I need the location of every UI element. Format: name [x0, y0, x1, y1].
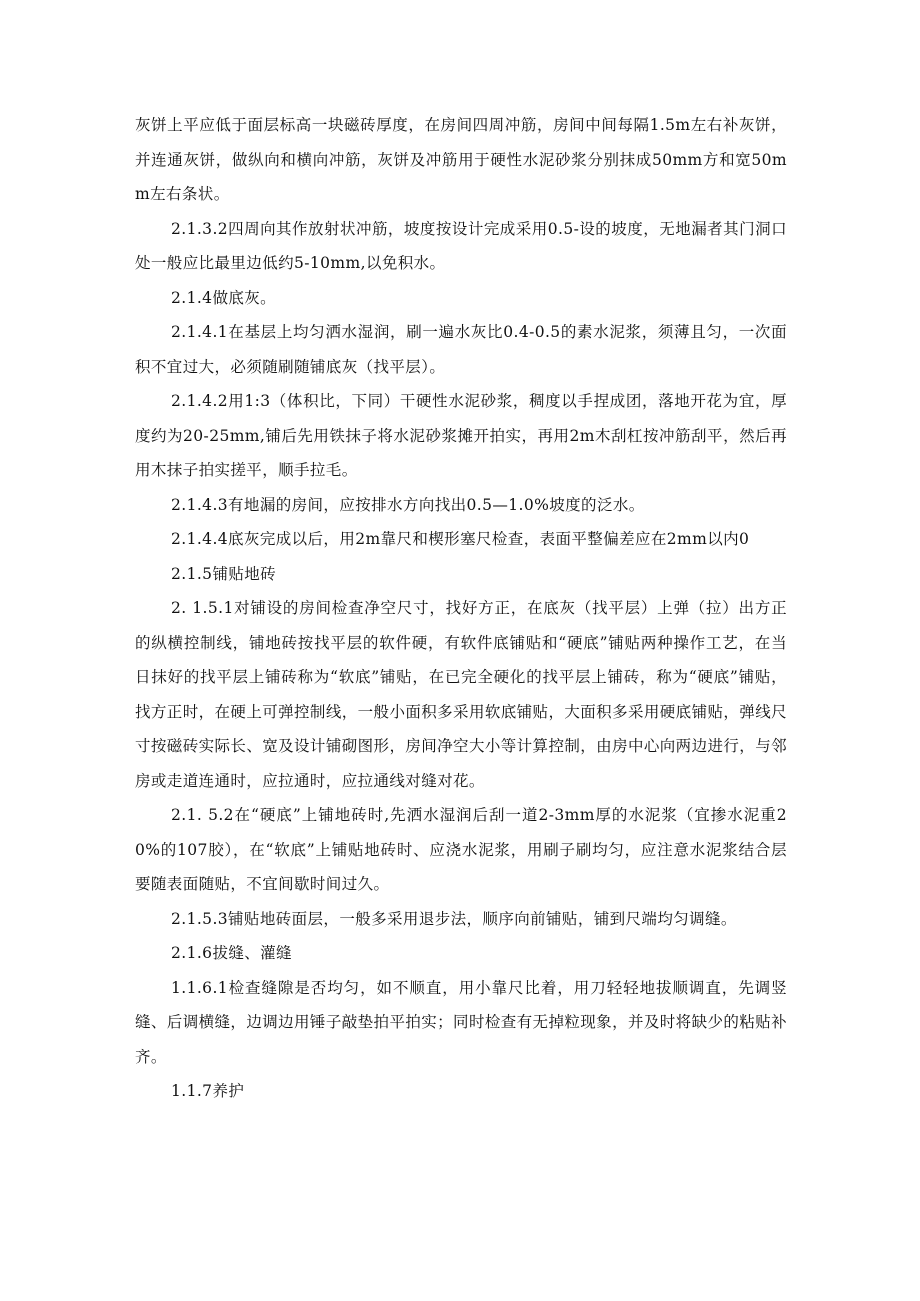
paragraph-2: 2.1.3.2四周向其作放射状冲筋，坡度按设计完成采用0.5-设的坡度，无地漏者其门洞口处一般应比最里边低约5-10mm,以免积水。 — [135, 219, 787, 272]
paragraph-5: 2.1.4.2用1:3（体积比，下同）干硬性水泥砂浆，稠度以手捏成团，落地开花为宜，厚度约为20-25mm,铺后先用铁抹子将水泥砂浆摊开拍实，再用2m木刮杠按冲筋刮平，然后再用木抹子拍实搓平，顺手拉毛。 — [135, 392, 787, 479]
section-heading-2-1-6: 2.1.6拔缝、灌缝 — [171, 944, 292, 962]
paragraph-1: 灰饼上平应低于面层标高一块磁砖厚度，在房间四周冲筋，房间中间每隔1.5m左右补灰饼，并连通灰饼，做纵向和横向冲筋，灰饼及冲筋用于硬性水泥砂浆分别抹成50mm方和宽50mm左右条状。 — [135, 116, 787, 203]
paragraph-9: 2. 1.5.1对铺设的房间检查净空尺寸，找好方正，在底灰（找平层）上弹（拉）出方正的纵横控制线，铺地砖按找平层的软件硬，有软件底铺贴和“硬底”铺贴两种操作工艺，在当日抹好的找平层上铺砖称为“软底”铺贴，在已完全硬化的找平层上铺砖，称为“硬底”铺贴，找方正时，在硬上可弹控制线，一般小面积多采用软底铺贴，大面积多采用硬底铺贴，弹线尺寸按磁砖实际长、宽及设计铺砌图形，房间净空大小等计算控制，由房中心向两边进行，与邻房或走道连通时，应拉通时，应拉通线对缝对花。 — [135, 599, 787, 790]
paragraph-4: 2.1.4.1在基层上均匀洒水湿润，刷一遍水灰比0.4-0.5的素水泥浆，须薄且匀，一次面积不宜过大，必须随刷随铺底灰（找平层）。 — [135, 323, 787, 376]
paragraph-10: 2.1. 5.2在“硬底”上铺地砖时,先洒水湿润后刮一道2-3mm厚的水泥浆（宜掺水泥重20%的107胶），在“软底”上铺贴地砖时、应浇水泥浆，用刷子刷均匀，应注意水泥浆结合层要随表面随贴，不宜间歇时间过久。 — [135, 806, 787, 893]
section-heading-2-1-4: 2.1.4做底灰。 — [171, 288, 277, 307]
paragraph-6: 2.1.4.3有地漏的房间，应按排水方向找出0.5—1.0%坡度的泛水。 — [171, 495, 645, 514]
section-heading-1-1-7: 1.1.7养护 — [171, 1082, 245, 1100]
document-page — [135, 108, 787, 1109]
paragraph-13: 1.1.6.1检查缝隙是否均匀，如不顺直，用小靠尺比着，用刀轻轻地拔顺调直，先调竖缝、后调横缝，边调边用锤子敲垫拍平拍实；同时检查有无掉粒现象，并及时将缺少的粘贴补齐。 — [135, 978, 787, 1066]
paragraph-11: 2.1.5.3铺贴地砖面层，一般多采用退步法，顺序向前铺贴，铺到尺端均匀调缝。 — [171, 909, 737, 928]
section-heading-2-1-5: 2.1.5铺贴地砖 — [171, 564, 277, 583]
paragraph-7: 2.1.4.4底灰完成以后，用2m靠尺和楔形塞尺检查，表面平整偏差应在2mm以内0 — [171, 530, 750, 548]
